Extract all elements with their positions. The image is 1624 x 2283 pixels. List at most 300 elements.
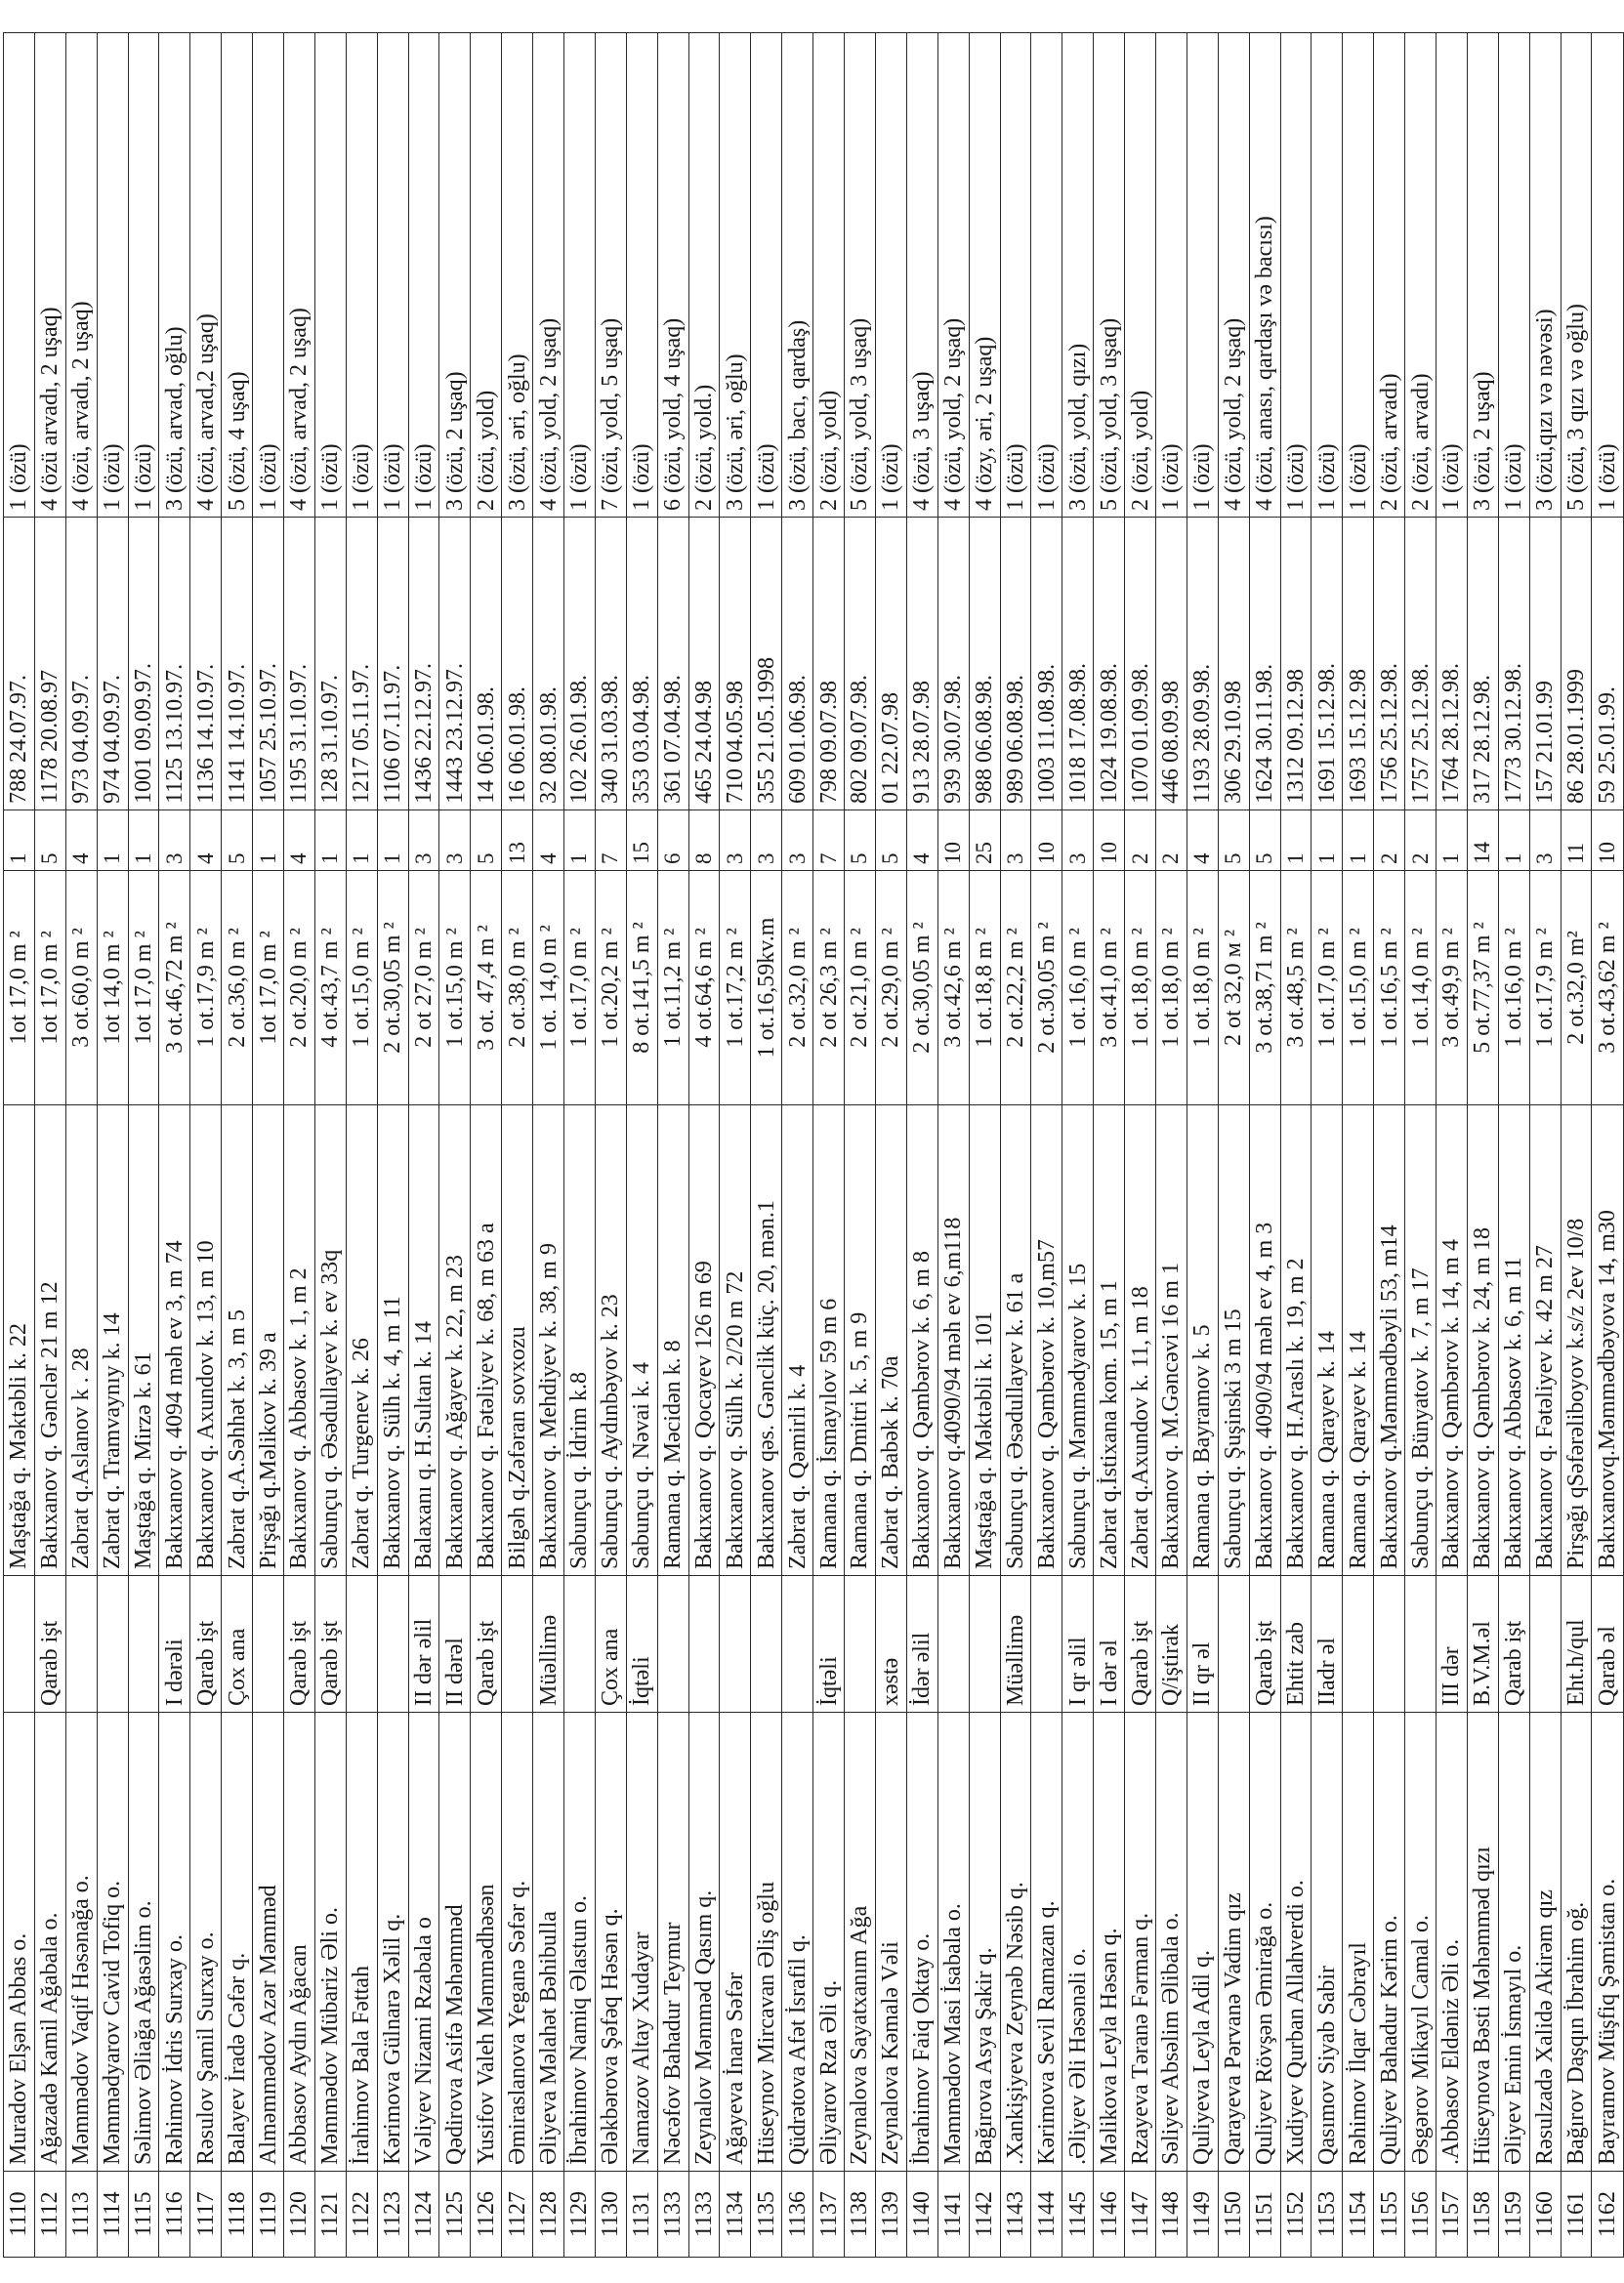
row-number-cell: 1141 [937,2172,969,2258]
address-cell: Zabrat q. Babək k. 70a [875,1105,906,1576]
category-cell [65,1576,97,1713]
family-count-cell: 5 [222,810,253,871]
person-name-cell: Kərimova Gülnarə Xəlil q. [377,1713,408,2172]
row-number-cell: 1145 [1062,2172,1094,2258]
category-cell: Qarab işt [471,1576,502,1713]
row-number-cell: 1118 [222,2172,253,2258]
decision-number-date-cell: 1217 05.11.97. [346,518,377,810]
family-count-cell: 1 [314,810,346,871]
row-number-cell: 1159 [1498,2172,1529,2258]
person-name-cell: Qədirova Asifə Məhəmməd [439,1713,471,2172]
address-cell: Bakıxanov q. Abbasov k. 1, m 2 [284,1105,315,1576]
address-cell: Bakıxanov q. Fətəliyev k. 42 m 27 [1529,1105,1561,1576]
row-number-cell: 1138 [845,2172,876,2258]
family-count-cell: 7 [813,810,845,871]
rooms-area-cell: 3 ot. 47,4 m ² [471,871,502,1105]
category-cell: Qarab işt [1125,1576,1156,1713]
row-number-cell: 1147 [1125,2172,1156,2258]
person-name-cell: Nəcəfov Bahadur Teymur [657,1713,688,2172]
table-row [1343,33,1374,2258]
family-count-cell: 1 [97,810,128,871]
person-name-cell: Səlimov Əliağa Ağasəlim o. [128,1713,159,2172]
rooms-area-cell: 1 ot.16,0 m ² [1498,871,1529,1105]
person-name-cell: Hüseynova Bəsti Məhəmməd qızı [1467,1713,1498,2172]
rooms-area-cell: 1 ot.18,0 m ² [1187,871,1218,1105]
decision-number-date-cell: 1125 13.10.97. [159,518,190,810]
rooms-area-cell: 1 ot.17,0 m ² [1312,871,1343,1105]
rooms-area-cell: 1 ot.17,9 m ² [190,871,222,1105]
decision-number-date-cell: 974 04.09.97. [97,518,128,810]
rooms-area-cell: 3 ot.43,62 m ² [1592,871,1624,1105]
address-cell: Bakıxanov q.Məmmədbəyli 53, m14 [1374,1105,1405,1576]
category-cell: Çox ana [222,1576,253,1713]
family-composition-cell: 5 (özü, 4 uşaq) [222,33,253,518]
decision-number-date-cell: 1312 09.12.98 [1280,518,1312,810]
family-count-cell: 3 [782,810,813,871]
family-composition-cell: 3 (özü, 2 uşaq) [439,33,471,518]
family-count-cell: 13 [502,810,533,871]
table-row [502,33,533,2258]
person-name-cell: Ələkbərova Şəfəq Həsən q. [595,1713,626,2172]
person-name-cell: Əliyarov Rza Əli q. [813,1713,845,2172]
address-cell: Bakıxanov q. Gənclər 21 m 12 [34,1105,65,1576]
family-count-cell: 2 [1405,810,1437,871]
address-cell: Bakıxanov q. M.Gəncəvi 16 m 1 [1155,1105,1187,1576]
rooms-area-cell: 5 ot.77,37 m ² [1467,871,1498,1105]
person-name-cell: Bağırov Daşqın İbrahim oğ. [1561,1713,1592,2172]
row-number-cell: 1140 [906,2172,937,2258]
rooms-area-cell: 1 ot.16,0 m ² [1062,871,1094,1105]
decision-number-date-cell: 913 28.07.98 [906,518,937,810]
decision-number-date-cell: 16 06.01.98. [502,518,533,810]
family-composition-cell: 5 (özü, yold, 3 uşaq) [845,33,876,518]
table-row [1155,33,1187,2258]
family-composition-cell: 2 (özü, yold) [471,33,502,518]
person-name-cell: Rəsulov Şamil Surxay o. [190,1713,222,2172]
decision-number-date-cell: 1003 11.08.98. [1031,518,1062,810]
decision-number-date-cell: 1773 30.12.98. [1498,518,1529,810]
row-number-cell: 1155 [1374,2172,1405,2258]
family-count-cell: 3 [439,810,471,871]
decision-number-date-cell: 798 09.07.98 [813,518,845,810]
rooms-area-cell: 2 ot 32,0 м ² [1218,871,1249,1105]
decision-number-date-cell: 1057 25.10.97. [253,518,284,810]
person-name-cell: Məmmədov Mübariz Əli o. [314,1713,346,2172]
rooms-area-cell: 2 ot 27,0 m ² [408,871,439,1105]
person-name-cell: İbrahimov Faiq Oktay o. [906,1713,937,2172]
person-name-cell: Məmmədov Masi İsabala o. [937,1713,969,2172]
row-number-cell: 1143 [1000,2172,1031,2258]
family-composition-cell: 1 (özü) [408,33,439,518]
decision-number-date-cell: 1141 14.10.97. [222,518,253,810]
table-row [595,33,626,2258]
family-count-cell: 1 [1280,810,1312,871]
address-cell: Sabunçu q. Əsədullayev k. ev 33q [314,1105,346,1576]
rooms-area-cell: 4 ot.64,6 m ² [688,871,720,1105]
table-row [222,33,253,2258]
family-composition-cell: 3 (özü, 2 uşaq) [1467,33,1498,518]
row-number-cell: 1124 [408,2172,439,2258]
family-composition-cell: 2 (özü, arvadı) [1405,33,1437,518]
table-row [937,33,969,2258]
address-cell: Bakıxanov q. 4094 məh ev 3, m 74 [159,1105,190,1576]
row-number-cell: 1113 [65,2172,97,2258]
row-number-cell: 1158 [1467,2172,1498,2258]
table-row [1467,33,1498,2258]
rooms-area-cell: 3 ot.38,71 m ² [1249,871,1280,1105]
family-composition-cell: 3 (özü, əri, oğlu) [502,33,533,518]
person-name-cell: .Abbasov Eldəniz Əli o. [1436,1713,1467,2172]
table-row [1405,33,1437,2258]
category-cell: I qr əlil [1062,1576,1094,1713]
family-count-cell: 10 [1031,810,1062,871]
address-cell: Zabrat q. Qəmirli k. 4 [782,1105,813,1576]
row-number-cell: 1134 [720,2172,751,2258]
decision-number-date-cell: 939 30.07.98. [937,518,969,810]
row-number-cell: 1162 [1592,2172,1624,2258]
rooms-area-cell: 1 ot.16,5 m ² [1374,871,1405,1105]
rooms-area-cell: 1 ot. 14,0 m ² [533,871,564,1105]
family-composition-cell: 4 (özü arvadı, 2 uşaq) [34,33,65,518]
family-count-cell: 2 [1155,810,1187,871]
rooms-area-cell: 8 ot.141,5 m ² [626,871,657,1105]
address-cell: Bakıxanov q. Fətəliyev k. 68, m 63 a [471,1105,502,1576]
category-cell: Qarab işt [1249,1576,1280,1713]
rooms-area-cell: 1 ot.17,0 m ² [564,871,596,1105]
decision-number-date-cell: 1136 14.10.97. [190,518,222,810]
decision-number-date-cell: 306 29.10.98 [1218,518,1249,810]
family-composition-cell: 5 (özü, 3 qızı və oğlu) [1561,33,1592,518]
address-cell: Maştağa q. Məktəbli k. 22 [4,1105,35,1576]
address-cell: Bakıxanov q. Qocayev 126 m 69 [688,1105,720,1576]
person-name-cell: Əsgərov Mikayıl Camal o. [1405,1713,1437,2172]
family-composition-cell: 3 (özü,qızı və nəvəsi) [1529,33,1561,518]
decision-number-date-cell: 361 07.04.98. [657,518,688,810]
address-cell: Bakıxanov q. Sülh k. 4, m 11 [377,1105,408,1576]
family-count-cell: 4 [533,810,564,871]
category-cell: II dər əlil [408,1576,439,1713]
person-name-cell: .Xankişiyeva Zeynəb Nəsib q. [1000,1713,1031,2172]
rooms-area-cell: 2 ot.38,0 m ² [502,871,533,1105]
rooms-area-cell: 1 ot.16,59kv.m [751,871,782,1105]
family-count-cell: 3 [408,810,439,871]
table-row [626,33,657,2258]
table-row [782,33,813,2258]
row-number-cell: 1121 [314,2172,346,2258]
family-count-cell: 14 [1467,810,1498,871]
rooms-area-cell: 3 ot.46,72 m ² [159,871,190,1105]
person-name-cell: Əmiraslanova Yeganə Səfər q. [502,1713,533,2172]
family-composition-cell: 6 (özü, yold, 4 uşaq) [657,33,688,518]
address-cell: Ramana q. Qarayev k. 14 [1312,1105,1343,1576]
rooms-area-cell: 3 ot.49,9 m ² [1436,871,1467,1105]
address-cell: Sabunçu q. Nəvai k. 4 [626,1105,657,1576]
address-cell: Balaxanı q. H.Sultan k. 14 [408,1105,439,1576]
decision-number-date-cell: 1624 30.11.98. [1249,518,1280,810]
rooms-area-cell: 1 ot.17,9 m ² [1529,871,1561,1105]
decision-number-date-cell: 802 09.07.98. [845,518,876,810]
row-number-cell: 1123 [377,2172,408,2258]
person-name-cell: Qarayeva Pərvanə Vadim qız [1218,1713,1249,2172]
decision-number-date-cell: 128 31.10.97. [314,518,346,810]
family-count-cell: 5 [875,810,906,871]
person-name-cell: Bağırova Asya Şakir q. [969,1713,1000,2172]
row-number-cell: 1125 [439,2172,471,2258]
category-cell: İdər əlil [906,1576,937,1713]
table-row [1592,33,1624,2258]
family-count-cell: 1 [377,810,408,871]
person-name-cell: Quliyev Bahadur Kərim o. [1374,1713,1405,2172]
category-cell [937,1576,969,1713]
family-count-cell: 1 [1498,810,1529,871]
person-name-cell: Bayramov Müşfiq Şəmistan o. [1592,1713,1624,2172]
person-name-cell: Rəhimov İdris Surxay o. [159,1713,190,2172]
address-cell: Zabrat q.İstixana kom. 15, m 1 [1094,1105,1125,1576]
rooms-area-cell: 2 ot.30,05 m ² [906,871,937,1105]
address-cell: Maştağa q. Mirzə k. 61 [128,1105,159,1576]
rooms-area-cell: 1 ot.15,0 m ² [1343,871,1374,1105]
family-composition-cell: 2 (özü, yold.) [688,33,720,518]
address-cell: Bakıxanov q. Qəmbərov k. 14, m 4 [1436,1105,1467,1576]
address-cell: Bakıxanov q. Sülh k. 2/20 m 72 [720,1105,751,1576]
decision-number-date-cell: 355 21.05.1998 [751,518,782,810]
row-number-cell: 1149 [1187,2172,1218,2258]
decision-number-date-cell: 1756 25.12.98. [1374,518,1405,810]
rooms-area-cell: 2 ot.29,0 m ² [875,871,906,1105]
decision-number-date-cell: 446 08.09.98 [1155,518,1187,810]
family-count-cell: 10 [937,810,969,871]
person-name-cell: Zeynalova Kəmalə Vəli [875,1713,906,2172]
family-composition-cell: 1 (özü) [875,33,906,518]
decision-number-date-cell: 1195 31.10.97. [284,518,315,810]
row-number-cell: 1126 [471,2172,502,2258]
decision-number-date-cell: 1764 28.12.98. [1436,518,1467,810]
category-cell [1031,1576,1062,1713]
person-name-cell: Ağayeva İnarə Səfər [720,1713,751,2172]
decision-number-date-cell: 317 28.12.98. [1467,518,1498,810]
row-number-cell: 1119 [253,2172,284,2258]
category-cell: III dər [1436,1576,1467,1713]
family-composition-cell: 4 (özü, yold, 2 uşaq) [937,33,969,518]
rooms-area-cell: 3 ot.48,5 m ² [1280,871,1312,1105]
category-cell [845,1576,876,1713]
decision-number-date-cell: 1001 09.09.97. [128,518,159,810]
family-composition-cell: 4 (özü, arvadı, 2 uşaq) [65,33,97,518]
row-number-cell: 1117 [190,2172,222,2258]
table-row [34,33,65,2258]
family-composition-cell: 4 (özy, əri, 2 uşaq) [969,33,1000,518]
rooms-area-cell: 1 ot.17,2 m ² [720,871,751,1105]
address-cell: Zabrat q.A.Səhhət k. 3, m 5 [222,1105,253,1576]
address-cell: Bakıxanov q. Ağayev k. 22, m 23 [439,1105,471,1576]
table-row [845,33,876,2258]
row-number-cell: 1160 [1529,2172,1561,2258]
address-cell: Ramana q. İsmayılov 59 m 6 [813,1105,845,1576]
family-count-cell: 3 [751,810,782,871]
family-count-cell: 1 [1312,810,1343,871]
family-composition-cell: 1 (özü) [626,33,657,518]
category-cell [128,1576,159,1713]
rooms-area-cell: 1 ot.20,2 m ² [595,871,626,1105]
family-count-cell: 6 [657,810,688,871]
address-cell: Maştağa q. Məktəbli k. 101 [969,1105,1000,1576]
row-number-cell: 1133 [688,2172,720,2258]
table-row [1062,33,1094,2258]
row-number-cell: 1150 [1218,2172,1249,2258]
family-count-cell: 4 [284,810,315,871]
family-composition-cell: 3 (özü, arvad, oğlu) [159,33,190,518]
family-composition-cell: 2 (özü, yold) [1125,33,1156,518]
category-cell: Müəllimə [533,1576,564,1713]
decision-number-date-cell: 1693 15.12.98 [1343,518,1374,810]
category-cell: IIadr əl [1312,1576,1343,1713]
category-cell [1374,1576,1405,1713]
register-rows [4,33,1624,2258]
category-cell: Qarab işt [284,1576,315,1713]
table-row [408,33,439,2258]
table-row [1436,33,1467,2258]
address-cell: Pirşağı qSəfərəliboyov k.s/z 2ev 10/8 [1561,1105,1592,1576]
rooms-area-cell: 1ot 17,0 m ² [253,871,284,1105]
decision-number-date-cell: 1436 22.12.97. [408,518,439,810]
person-name-cell: Rəsulzadə Xalidə Akirəm qız [1529,1713,1561,2172]
decision-number-date-cell: 1757 25.12.98. [1405,518,1437,810]
table-row [969,33,1000,2258]
address-cell: Bakıxanov q. Qəmbərov k. 6, m 8 [906,1105,937,1576]
address-cell: Sabunçu q. Əsədullayev k. 61 a [1000,1105,1031,1576]
person-name-cell: Ağazadə Kamil Ağabala o. [34,1713,65,2172]
family-composition-cell: 3 (özü, əri, oğlu) [720,33,751,518]
family-composition-cell: 1 (özü) [314,33,346,518]
row-number-cell: 1112 [34,2172,65,2258]
category-cell [502,1576,533,1713]
table-row [314,33,346,2258]
decision-number-date-cell: 1178 20.08.97 [34,518,65,810]
row-number-cell: 1122 [346,2172,377,2258]
table-row [190,33,222,2258]
decision-number-date-cell: 1443 23.12.97. [439,518,471,810]
family-composition-cell: 1 (özü) [1343,33,1374,518]
person-name-cell: İrahimov Bala Fəttah [346,1713,377,2172]
address-cell: Ramana q. Qarayev k. 14 [1343,1105,1374,1576]
family-composition-cell: 2 (özü, yold) [813,33,845,518]
rotated-register-sheet [3,33,1624,2258]
rooms-area-cell: 2 ot.36,0 m ² [222,871,253,1105]
table-row [1218,33,1249,2258]
decision-number-date-cell: 988 06.08.98. [969,518,1000,810]
category-cell: I dərəli [159,1576,190,1713]
table-row [906,33,937,2258]
row-number-cell: 1157 [1436,2172,1467,2258]
decision-number-date-cell: 32 08.01.98. [533,518,564,810]
family-count-cell: 4 [65,810,97,871]
rooms-area-cell: 2 ot.21,0 m ² [845,871,876,1105]
person-name-cell: Zeynalov Məmməd Qasım q. [688,1713,720,2172]
row-number-cell: 1114 [97,2172,128,2258]
family-count-cell: 5 [471,810,502,871]
table-row [1000,33,1031,2258]
row-number-cell: 1133 [657,2172,688,2258]
category-cell: I dər əl [1094,1576,1125,1713]
address-cell: Zabrat q.Aslanov k . 28 [65,1105,97,1576]
rooms-area-cell: 1ot 17,0 m ² [128,871,159,1105]
table-row [4,33,35,2258]
category-cell: Ehtit zab [1280,1576,1312,1713]
rooms-area-cell: 1 ot.11,2 m ² [657,871,688,1105]
category-cell: İqtəli [626,1576,657,1713]
family-composition-cell: 2 (özü, arvadı) [1374,33,1405,518]
person-name-cell: Əliyev Emin İsmayıl o. [1498,1713,1529,2172]
table-row [1280,33,1312,2258]
rooms-area-cell: 2 ot.32,0 m² [1561,871,1592,1105]
family-composition-cell: 1 (özü) [97,33,128,518]
row-number-cell: 1120 [284,2172,315,2258]
address-cell: Sabunçu q. Bünyatov k. 7, m 17 [1405,1105,1437,1576]
family-composition-cell: 4 (özü, 3 uşaq) [906,33,937,518]
category-cell: xəstə [875,1576,906,1713]
decision-number-date-cell: 1691 15.12.98. [1312,518,1343,810]
rooms-area-cell: 1 ot.18,0 m ² [1155,871,1187,1105]
category-cell [346,1576,377,1713]
decision-number-date-cell: 1070 01.09.98. [1125,518,1156,810]
category-cell: İqtəli [813,1576,845,1713]
address-cell: Sabunçu q. Şuşinski 3 m 15 [1218,1105,1249,1576]
table-row [284,33,315,2258]
table-row [1187,33,1218,2258]
category-cell [1218,1576,1249,1713]
decision-number-date-cell: 788 24.07.97. [4,518,35,810]
decision-number-date-cell: 1018 17.08.98. [1062,518,1094,810]
row-number-cell: 1148 [1155,2172,1187,2258]
row-number-cell: 1116 [159,2172,190,2258]
address-cell: Bakıxanov q. Abbasov k. 6, m 11 [1498,1105,1529,1576]
table-row [159,33,190,2258]
family-count-cell: 1 [346,810,377,871]
person-name-cell: Rzayeva Təranə Fərman q. [1125,1713,1156,2172]
table-row [1094,33,1125,2258]
row-number-cell: 1151 [1249,2172,1280,2258]
category-cell [1529,1576,1561,1713]
row-number-cell: 1154 [1343,2172,1374,2258]
family-composition-cell: 1 (özü) [1498,33,1529,518]
address-cell: Bakıxanov q. Qəmbərov k. 10,m57 [1031,1105,1062,1576]
family-count-cell: 5 [34,810,65,871]
table-row [720,33,751,2258]
category-cell: Müəllimə [1000,1576,1031,1713]
address-cell: Bakıxanov q. H.Araslı k. 19, m 2 [1280,1105,1312,1576]
category-cell: B.V.M.əl [1467,1576,1498,1713]
row-number-cell: 1110 [4,2172,35,2258]
row-number-cell: 1156 [1405,2172,1437,2258]
family-composition-cell: 1 (özü) [1280,33,1312,518]
family-composition-cell: 1 (özü) [128,33,159,518]
person-name-cell: Yusifov Valeh Məmmədhəsən [471,1713,502,2172]
address-cell: Zabrat q.Axundov k. 11, m 18 [1125,1105,1156,1576]
category-cell: Qarab işt [314,1576,346,1713]
family-count-cell: 1 [564,810,596,871]
address-cell: Ramana q. Məcidən k. 8 [657,1105,688,1576]
person-name-cell: İbrahimov Namiq Əlastun o. [564,1713,596,2172]
table-row [657,33,688,2258]
decision-number-date-cell: 102 26.01.98. [564,518,596,810]
family-count-cell: 3 [1000,810,1031,871]
person-name-cell: Alməmmədov Azər Məmməd [253,1713,284,2172]
rooms-area-cell: 1ot 14,0 m ² [97,871,128,1105]
family-count-cell: 4 [1187,810,1218,871]
rooms-area-cell: 2 ot.30,05 m ² [377,871,408,1105]
person-name-cell: Quliyev Rövşən Əmirağa o. [1249,1713,1280,2172]
rooms-area-cell: 1ot 17,0 m ² [4,871,35,1105]
